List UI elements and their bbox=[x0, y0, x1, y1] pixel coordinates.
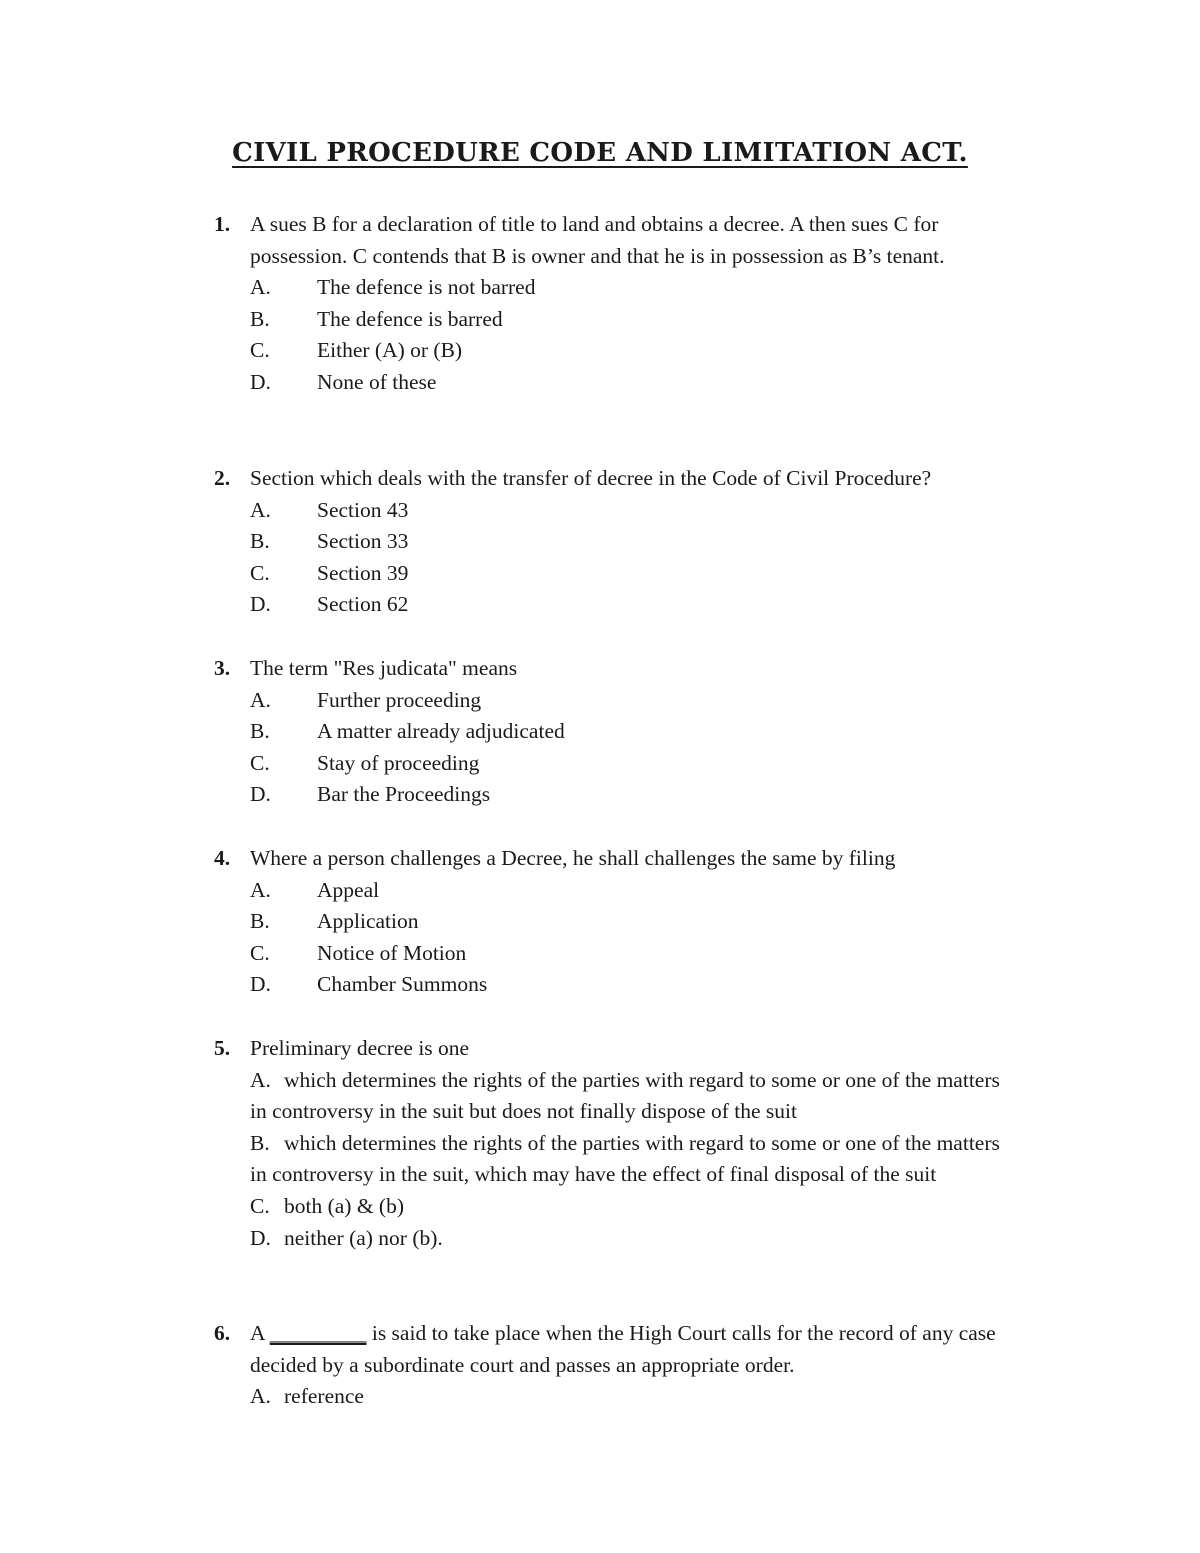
option-text: Stay of proceeding bbox=[317, 750, 480, 775]
option-text: which determines the rights of the parties with regard to some or one of the matters in controversy in the suit but does not finally dispose of the suit bbox=[250, 1067, 1000, 1124]
question-1 bbox=[214, 209, 1014, 399]
option-d bbox=[250, 367, 1014, 399]
option-letter: D. bbox=[250, 782, 271, 807]
question-4 bbox=[214, 843, 1014, 1001]
option-letter: B. bbox=[250, 306, 270, 331]
question-number: 4. bbox=[214, 846, 231, 870]
option-text: which determines the rights of the parties with regard to some or one of the matters in controversy in the suit, which may have the effect of final disposal of the suit bbox=[250, 1130, 1000, 1187]
option-letter: C. bbox=[250, 750, 270, 775]
option-a bbox=[250, 1065, 1014, 1128]
question-text: A _________ is said to take place when the High Court calls for the record of any case decided by a subordinate court and passes an appropriate order. bbox=[250, 1321, 996, 1377]
question-number: 6. bbox=[214, 1321, 231, 1345]
option-letter: B. bbox=[250, 719, 270, 744]
option-b bbox=[250, 1128, 1014, 1191]
question-text: The term "Res judicata" means bbox=[250, 656, 518, 680]
question-text: A sues B for a declaration of title to land and obtains a decree. A then sues C for possession. C contends that B is owner and that he is in possession as B’s tenant. bbox=[250, 212, 945, 268]
question-text: Section which deals with the transfer of decree in the Code of Civil Procedure? bbox=[250, 466, 932, 490]
option-c bbox=[250, 558, 1014, 590]
option-letter: C. bbox=[250, 1193, 270, 1218]
question-5 bbox=[214, 1033, 1014, 1254]
option-letter: D. bbox=[250, 369, 271, 394]
option-text: Application bbox=[317, 909, 419, 934]
option-a bbox=[250, 272, 1014, 304]
option-b bbox=[250, 906, 1014, 938]
question-text: Preliminary decree is one bbox=[250, 1036, 470, 1060]
option-c bbox=[250, 1191, 1014, 1223]
option-d bbox=[250, 589, 1014, 621]
option-text: Either (A) or (B) bbox=[317, 338, 463, 363]
option-letter: C. bbox=[250, 338, 270, 363]
option-letter: A. bbox=[250, 275, 271, 300]
option-c bbox=[250, 938, 1014, 970]
option-text: neither (a) nor (b). bbox=[284, 1225, 443, 1250]
option-letter: B. bbox=[250, 529, 270, 554]
option-letter: B. bbox=[250, 1130, 270, 1155]
option-letter: A. bbox=[250, 1384, 271, 1409]
option-d bbox=[250, 779, 1014, 811]
option-text: Section 43 bbox=[317, 497, 409, 522]
question-number: 2. bbox=[214, 466, 231, 490]
question-3 bbox=[214, 653, 1014, 811]
question-2 bbox=[214, 463, 1014, 621]
option-a bbox=[250, 875, 1014, 907]
option-d bbox=[250, 1223, 1014, 1255]
option-letter: D. bbox=[250, 972, 271, 997]
option-text: Appeal bbox=[317, 877, 380, 902]
option-a bbox=[250, 495, 1014, 527]
option-b bbox=[250, 526, 1014, 558]
option-text: The defence is barred bbox=[317, 306, 503, 331]
option-a bbox=[250, 685, 1014, 717]
option-text: Notice of Motion bbox=[317, 940, 467, 965]
option-letter: D. bbox=[250, 592, 271, 617]
option-letter: B. bbox=[250, 909, 270, 934]
question-number: 5. bbox=[214, 1036, 231, 1060]
option-letter: D. bbox=[250, 1225, 271, 1250]
question-text: Where a person challenges a Decree, he shall challenges the same by filing bbox=[250, 846, 896, 870]
option-text: Bar the Proceedings bbox=[317, 782, 491, 807]
option-letter: A. bbox=[250, 1067, 271, 1092]
option-text: both (a) & (b) bbox=[284, 1193, 405, 1218]
option-letter: A. bbox=[250, 497, 271, 522]
option-c bbox=[250, 335, 1014, 367]
option-text: Further proceeding bbox=[317, 687, 482, 712]
option-text: None of these bbox=[317, 369, 437, 394]
option-text: Section 62 bbox=[317, 592, 409, 617]
option-letter: A. bbox=[250, 877, 271, 902]
option-a bbox=[250, 1381, 1014, 1413]
question-number: 3. bbox=[214, 656, 231, 680]
option-letter: C. bbox=[250, 560, 270, 585]
option-text: Section 33 bbox=[317, 529, 409, 554]
option-letter: A. bbox=[250, 687, 271, 712]
option-letter: C. bbox=[250, 940, 270, 965]
option-c bbox=[250, 748, 1014, 780]
question-number: 1. bbox=[214, 212, 231, 236]
option-text: Section 39 bbox=[317, 560, 409, 585]
question-6 bbox=[214, 1318, 1014, 1413]
option-text: A matter already adjudicated bbox=[317, 719, 565, 744]
option-text: reference bbox=[284, 1384, 364, 1409]
option-text: Chamber Summons bbox=[317, 972, 488, 997]
option-b bbox=[250, 304, 1014, 336]
option-text: The defence is not barred bbox=[317, 275, 536, 300]
fill-in-blank: _________ bbox=[269, 1321, 367, 1345]
option-d bbox=[250, 969, 1014, 1001]
document-title: CIVIL PROCEDURE CODE AND LIMITATION ACT. bbox=[232, 138, 968, 168]
option-b bbox=[250, 716, 1014, 748]
